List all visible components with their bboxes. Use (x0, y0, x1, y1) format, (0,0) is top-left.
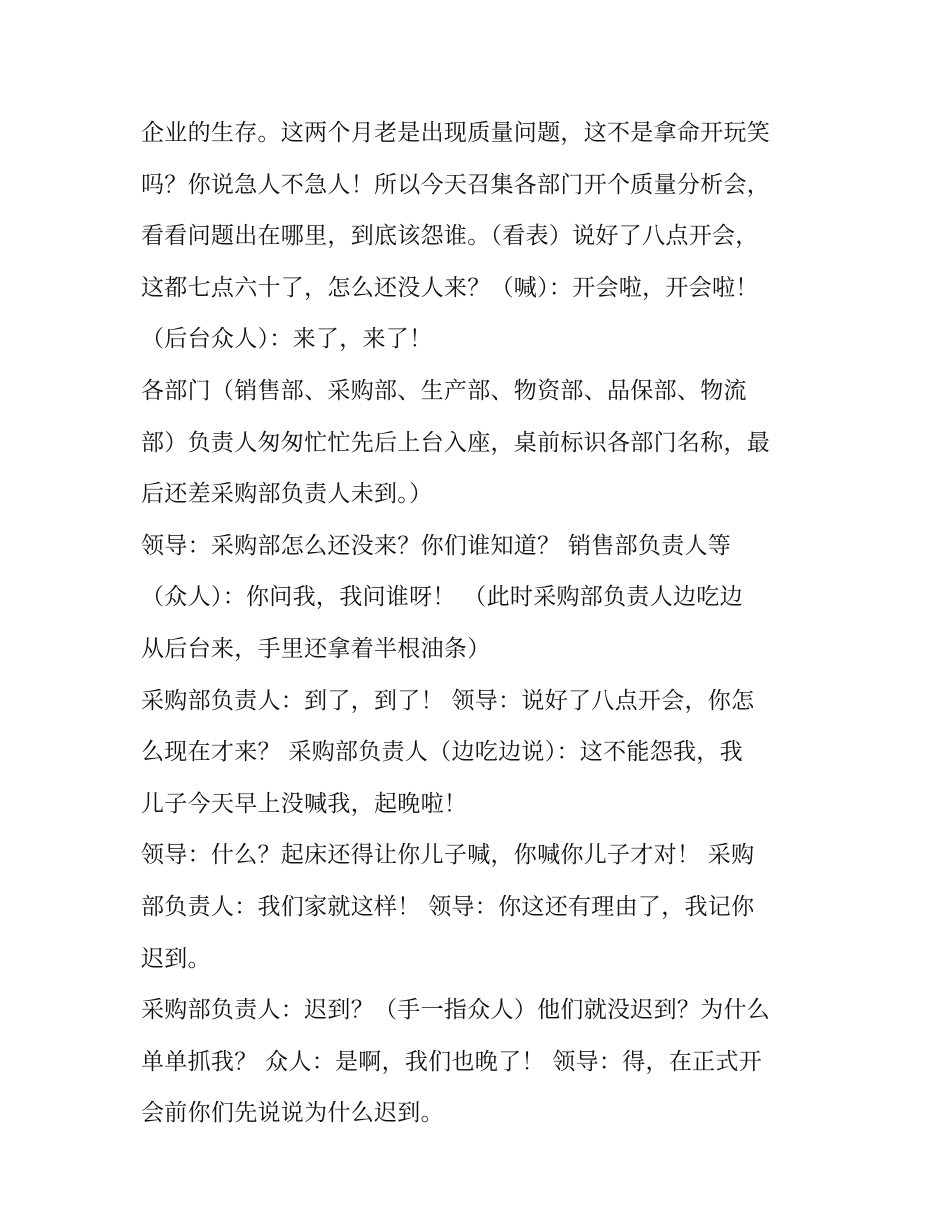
text-line: 迟到。 (141, 945, 211, 972)
text-line: 会前你们先说说为什么迟到。 (141, 1100, 444, 1127)
text-line: 单单抓我？ 众人：是啊，我们也晚了！ 领导：得，在正式开 (141, 1048, 763, 1075)
text-line: 么现在才来？ 采购部负责人（边吃边说）：这不能怨我，我 (141, 739, 743, 766)
text-line: 领导：什么？起床还得让你儿子喊，你喊你儿子才对！ 采购 (141, 842, 755, 869)
text-line: （后台众人）：来了，来了！ (141, 326, 433, 353)
text-line: 领导：采购部怎么还没来？你们谁知道？ 销售部负责人等 (141, 532, 732, 559)
text-line: 儿子今天早上没喊我，起晚啦！ (141, 790, 468, 817)
script-text-block (141, 108, 831, 1140)
text-line: 后还差采购部负责人未到。） (141, 481, 433, 508)
text-line: 吗？你说急人不急人！所以今天召集各部门开个质量分析会， (141, 171, 771, 198)
text-line: 从后台来，手里还拿着半根油条） (141, 635, 491, 662)
text-line: 采购部负责人：到了，到了！ 领导：说好了八点开会，你怎 (141, 687, 755, 714)
text-line: 各部门（销售部、采购部、生产部、物资部、品保部、物流 (141, 377, 747, 404)
text-line: 部）负责人匆匆忙忙先后上台入座，桌前标识各部门名称，最 (141, 429, 771, 456)
text-line: 这都七点六十了，怎么还没人来？（喊）：开会啦，开会啦！ (141, 274, 759, 301)
text-line: 看看问题出在哪里，到底该怨谁。（看表）说好了八点开会， (141, 223, 759, 250)
text-line: （众人）：你问我，我问谁呀！ （此时采购部负责人边吃边 (141, 584, 743, 611)
text-line: 部负责人：我们家就这样！ 领导：你这还有理由了，我记你 (141, 893, 755, 920)
text-line: 采购部负责人：迟到？（手一指众人）他们就没迟到？为什么 (141, 997, 771, 1024)
text-line: 企业的生存。这两个月老是出现质量问题，这不是拿命开玩笑 (141, 120, 771, 146)
